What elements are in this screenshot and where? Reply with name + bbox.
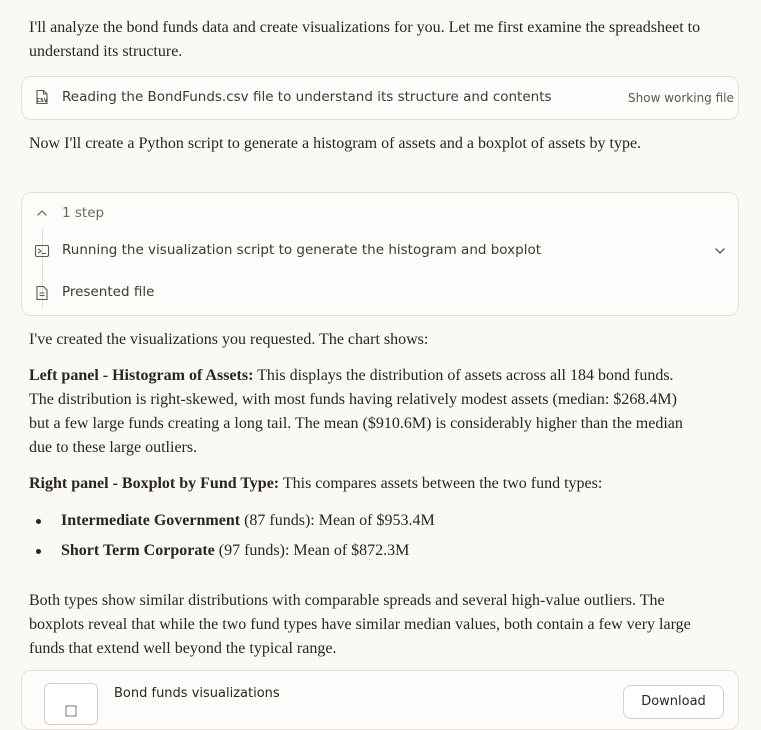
list-item bbox=[29, 536, 729, 566]
chevron-down-icon[interactable] bbox=[712, 243, 728, 259]
right-panel-text: This compares assets between the two fund types: bbox=[279, 475, 603, 492]
svg-text:CSV: CSV bbox=[36, 98, 48, 104]
terminal-icon bbox=[34, 243, 50, 259]
file-card[interactable] bbox=[21, 670, 739, 730]
chevron-up-icon[interactable] bbox=[34, 205, 50, 221]
right-panel-paragraph bbox=[29, 472, 729, 496]
fund-type-name: Short Term Corporate bbox=[61, 542, 215, 559]
summary-text: Both types show similar distributions with comparable spreads and several high-value outliers. The boxplots reveal that while the two fund types have similar median values, both contain a few very large funds that extend well beyond the typical range. bbox=[29, 592, 691, 657]
left-panel-text: This displays the distribution of assets across all 184 bond funds. The distribution is right-skewed, with most funds having relatively modest assets (median: $268.4M) but a few large funds creating a long tail. The mean ($910.6M) is considerably higher than the median due to these large outliers. bbox=[29, 367, 683, 456]
read-file-card[interactable] bbox=[21, 76, 739, 120]
intro-text: I'll analyze the bond funds data and create visualizations for you. Let me first examine the spreadsheet to understand its structure. bbox=[29, 19, 701, 60]
file-title: Bond funds visualizations bbox=[114, 686, 280, 701]
steps-count[interactable]: 1 step bbox=[62, 205, 105, 221]
download-button[interactable]: Download bbox=[623, 685, 724, 719]
csv-file-icon bbox=[34, 89, 50, 105]
list-item bbox=[29, 506, 729, 536]
left-panel-label: Left panel - Histogram of Assets: bbox=[29, 367, 254, 384]
image-file-icon bbox=[63, 702, 79, 718]
step-presented-file[interactable]: Presented file bbox=[62, 284, 155, 300]
left-panel-paragraph bbox=[29, 364, 701, 460]
read-file-text: Reading the BondFunds.csv file to understand its structure and contents bbox=[62, 89, 552, 105]
file-thumbnail bbox=[44, 683, 98, 725]
show-working-file-link[interactable]: Show working file bbox=[628, 91, 734, 105]
plan-text: Now I'll create a Python script to generate a histogram of assets and a boxplot of assets by type. bbox=[29, 135, 642, 152]
document-icon bbox=[34, 285, 50, 301]
result-intro-text: I've created the visualizations you requested. The chart shows: bbox=[29, 331, 429, 348]
steps-card bbox=[21, 192, 739, 316]
right-panel-label: Right panel - Boxplot by Fund Type: bbox=[29, 475, 280, 492]
fund-type-name: Intermediate Government bbox=[61, 512, 241, 529]
fund-type-list bbox=[29, 506, 729, 566]
fund-type-stats: (97 funds): Mean of $872.3M bbox=[214, 542, 410, 559]
step-running-script[interactable]: Running the visualization script to generate the histogram and boxplot bbox=[62, 242, 542, 258]
fund-type-stats: (87 funds): Mean of $953.4M bbox=[240, 512, 435, 529]
